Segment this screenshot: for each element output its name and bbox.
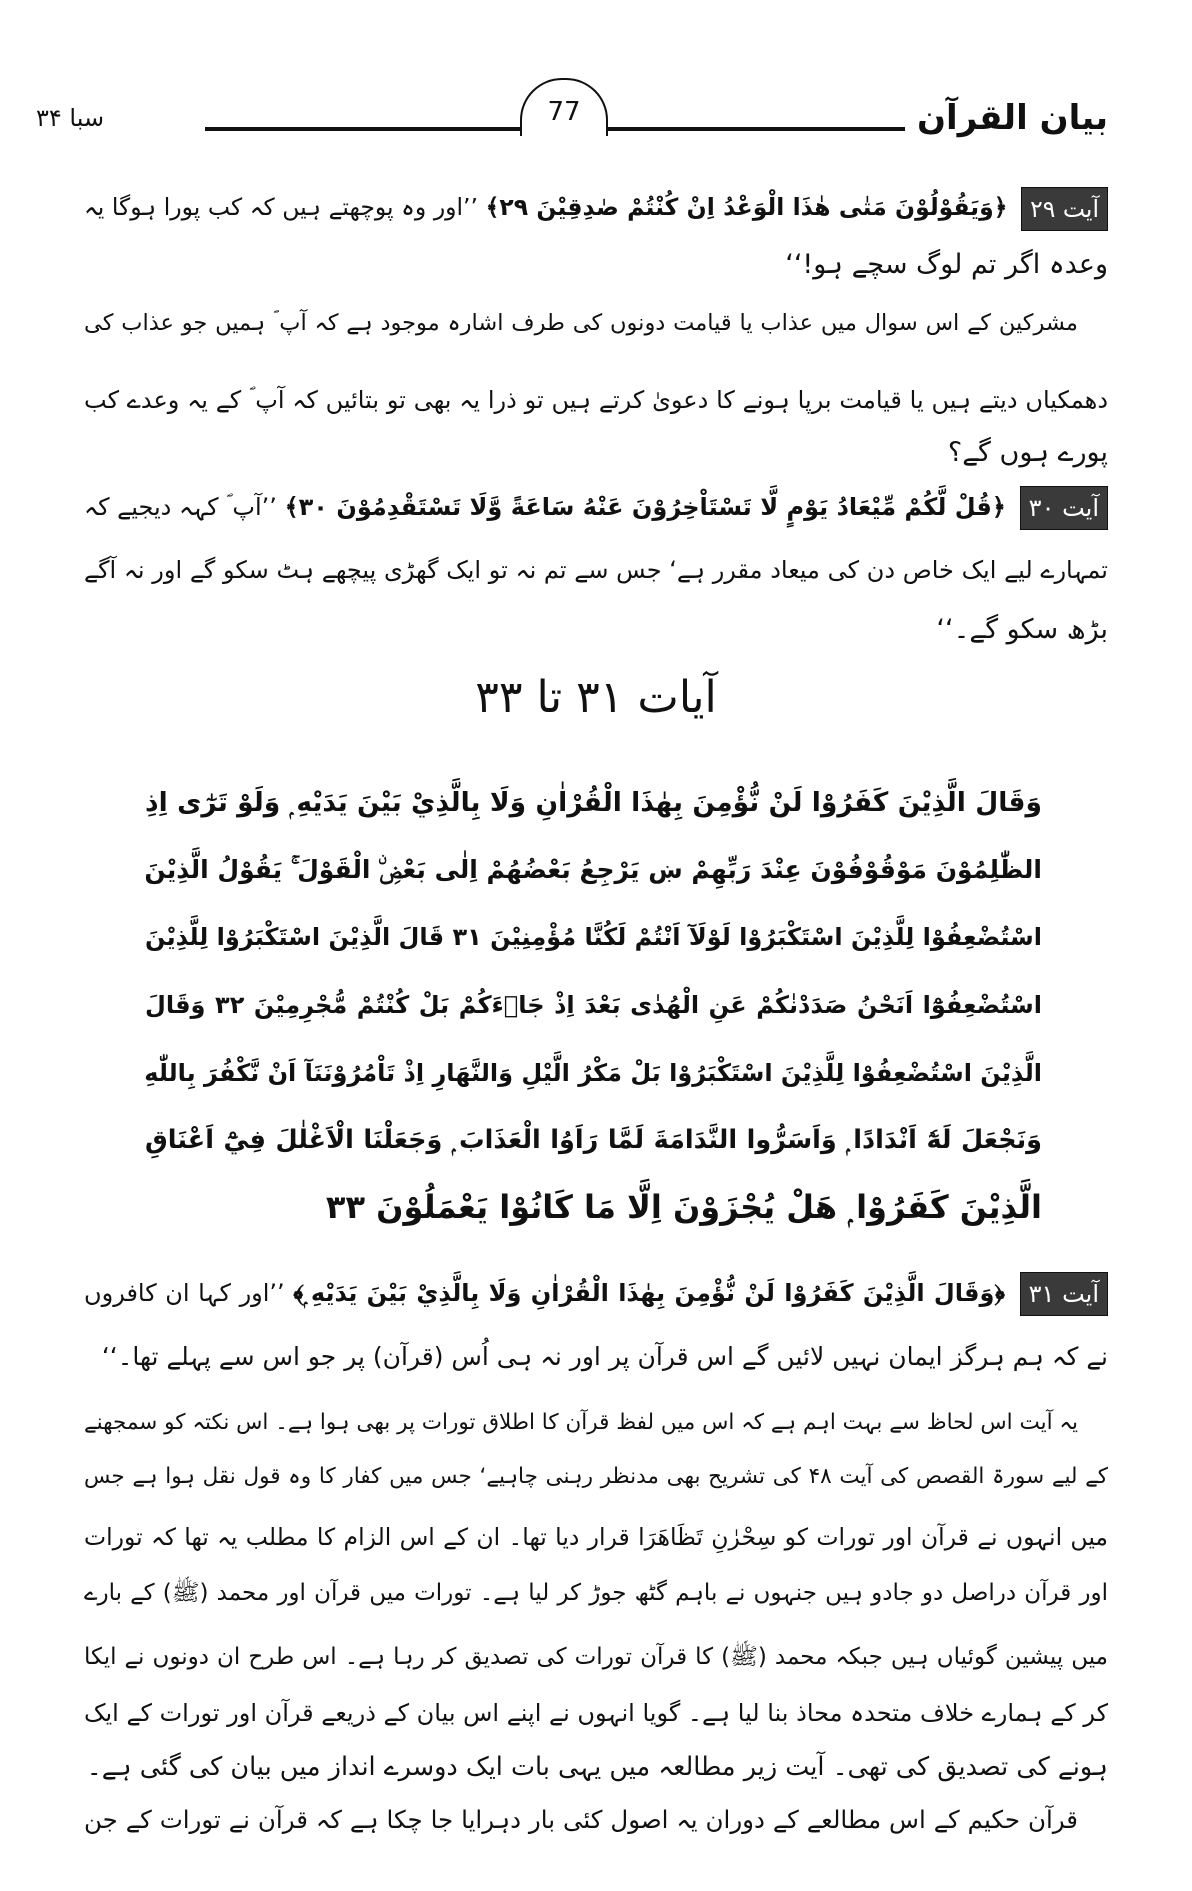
text-line: پورے ہوں گے؟ [947,437,1108,468]
section-heading: آیات ۳۱ تا ۳۳ [475,672,717,723]
quran-line: الَّذِيْنَ كَفَرُوْا ۭ هَلْ يُجْزَوْنَ اِلَّا مَا كَانُوْا يَعْمَلُوْنَ ۳۳ [325,1188,1042,1226]
ayah-translation: ’’اور کہا ان کافروں [84,1279,285,1307]
text-line: بڑھ سکو گے۔‘‘ [936,614,1108,645]
quran-line: وَنَجْعَلَ لَهٗٓ اَنْدَادًا ۭ وَاَسَرُّوا النَّدَامَةَ لَمَّا رَاَوُا الْعَذَابَ ۭ وَجَعَلْنَا الْاَغْلٰلَ فِيْٓ اَعْنَاقِ [145,1125,1042,1155]
ayah-label-box: آیت ۳۱ [1020,1272,1108,1316]
ayah-arabic: ﴿قُلْ لَّكُمْ مِّيْعَادُ يَوْمٍ لَّا تَسْتَاْخِرُوْنَ عَنْهُ سَاعَةً وَّلَا تَسْتَقْدِمُوْنَ ۳۰﴾ [284,493,1006,521]
quran-line: اسْتُضْعِفُوْٓا اَنَحْنُ صَدَدْنٰكُمْ عَنِ الْهُدٰى بَعْدَ اِذْ جَاۗءَكُمْ بَلْ كُنْتُمْ مُّجْرِمِيْنَ ۳۲ وَقَالَ [145,991,1043,1019]
ayah-30-line [84,480,1108,534]
text-line: مشرکین کے اس سوال میں عذاب یا قیامت دونوں کی طرف اشارہ موجود ہے کہ آپ ؐ ہمیں جو عذاب کی [84,310,1078,336]
text-line: یہ آیت اس لحاظ سے بہت اہم ہے کہ اس میں لفظ قرآن کا اطلاق تورات پر بھی ہوا ہے۔ اس نکتہ کو سمجھنے [84,1410,1078,1435]
ayah-translation: ’’آپ ؐ کہہ دیجیے کہ [84,493,277,521]
quran-line: الظّٰلِمُوْنَ مَوْقُوْفُوْنَ عِنْدَ رَبِّهِمْ ښ يَرْجِعُ بَعْضُهُمْ اِلٰى بَعْضِۨ الْقَوْلَ ۚ يَقُوْلُ الَّذِيْنَ [144,855,1042,884]
ayah-arabic: ﴿وَيَقُوْلُوْنَ مَتٰى هٰذَا الْوَعْدُ اِنْ كُنْتُمْ صٰدِقِيْنَ ۲۹﴾ [485,193,1008,221]
text-line: اور قرآن دراصل دو جادو ہیں جنہوں نے باہم گٹھ جوڑ کر لیا ہے۔ تورات میں قرآن اور محمد (ﷺ) کے بارے [84,1580,1108,1606]
quran-line: الَّذِيْنَ اسْتُضْعِفُوْا لِلَّذِيْنَ اسْتَكْبَرُوْا بَلْ مَكْرُ الَّيْلِ وَالنَّهَارِ اِذْ تَاْمُرُوْنَنَآ اَنْ نَّكْفُرَ بِاللّٰهِ [144,1059,1042,1087]
page-number: 77 [520,78,608,136]
text-line: نے کہ ہم ہرگز ایمان نہیں لائیں گے اس قرآن پر اور نہ ہی اُس (قرآن) پر جو اس سے پہلے تھا۔‘‘ [101,1342,1108,1371]
quran-line: اسْتُضْعِفُوْا لِلَّذِيْنَ اسْتَكْبَرُوْا لَوْلَآ اَنْتُمْ لَكُنَّا مُؤْمِنِيْنَ ۳۱ قَالَ الَّذِيْنَ اسْتَكْبَرُوْا لِلَّذِيْنَ [145,923,1042,951]
text-line: تمہارے لیے ایک خاص دن کی میعاد مقرر ہے‘ جس سے تم نہ تو ایک گھڑی پیچھے ہٹ سکو گے اور نہ آگے [84,556,1108,584]
text-line: کے لیے سورۃ القصص کی آیت ۴۸ کی تشریح بھی مدنظر رہنی چاہیے‘ جس میں کفار کا وہ قول نقل ہوا ہے جس [84,1464,1109,1489]
header-rule-right [605,127,905,131]
text-line: میں انہوں نے قرآن اور تورات کو سِحْرٰنِ تَظَاهَرَا قرار دیا تھا۔ ان کے اس الزام کا مطلب یہ تھا کہ تورات [84,1523,1108,1551]
text-line: وعدہ اگر تم لوگ سچے ہو!‘‘ [785,249,1108,280]
ayah-label-box: آیت ۳۰ [1020,486,1108,530]
text-line: قرآن حکیم کے اس مطالعے کے دوران یہ اصول کئی بار دہرایا جا چکا ہے کہ قرآن نے تورات کے جن [84,1805,1078,1834]
text-line: کر کے ہمارے خلاف متحدہ محاذ بنا لیا ہے۔ گویا انہوں نے اپنے اس بیان کے ذریعے قرآن اور تورات کے ایک [84,1699,1108,1727]
header-rule-left [205,127,523,131]
ayah-label-box: آیت ۲۹ [1021,187,1108,231]
ayah-31-line [84,1266,1108,1320]
ayah-29-line [84,180,1108,234]
text-line: دھمکیاں دیتے ہیں یا قیامت برپا ہونے کا دعویٰ کرتے ہیں تو ذرا یہ بھی تو بتائیں کہ آپ ؐ کے یہ وعدے کب [84,386,1108,414]
surah-reference: سبا ۳۴ [36,104,105,132]
ayah-translation: ’’اور وہ پوچھتے ہیں کہ کب پورا ہوگا یہ [84,193,478,221]
book-title: بیان القرآن [917,98,1108,138]
text-line: میں پیشین گوئیاں ہیں جبکہ محمد (ﷺ) کا قرآن تورات کی تصدیق کر رہا ہے۔ اس طرح ان دونوں نے ایکا [84,1644,1108,1670]
quran-line: وَقَالَ الَّذِيْنَ كَفَرُوْا لَنْ نُّؤْمِنَ بِهٰذَا الْقُرْاٰنِ وَلَا بِالَّذِيْ بَيْنَ يَدَيْهِ ۭ وَلَوْ تَرٰٓى اِذِ [145,787,1042,818]
text-line: ہونے کی تصدیق کی تھی۔ آیت زیر مطالعہ میں یہی بات ایک دوسرے انداز میں بیان کی گئی ہے۔ [86,1752,1108,1782]
ayah-arabic: ﴿وَقَالَ الَّذِيْنَ كَفَرُوْا لَنْ نُّؤْمِنَ بِهٰذَا الْقُرْاٰنِ وَلَا بِالَّذِيْ بَيْنَ يَدَيْهِ ۭ﴾ [293,1279,1006,1307]
